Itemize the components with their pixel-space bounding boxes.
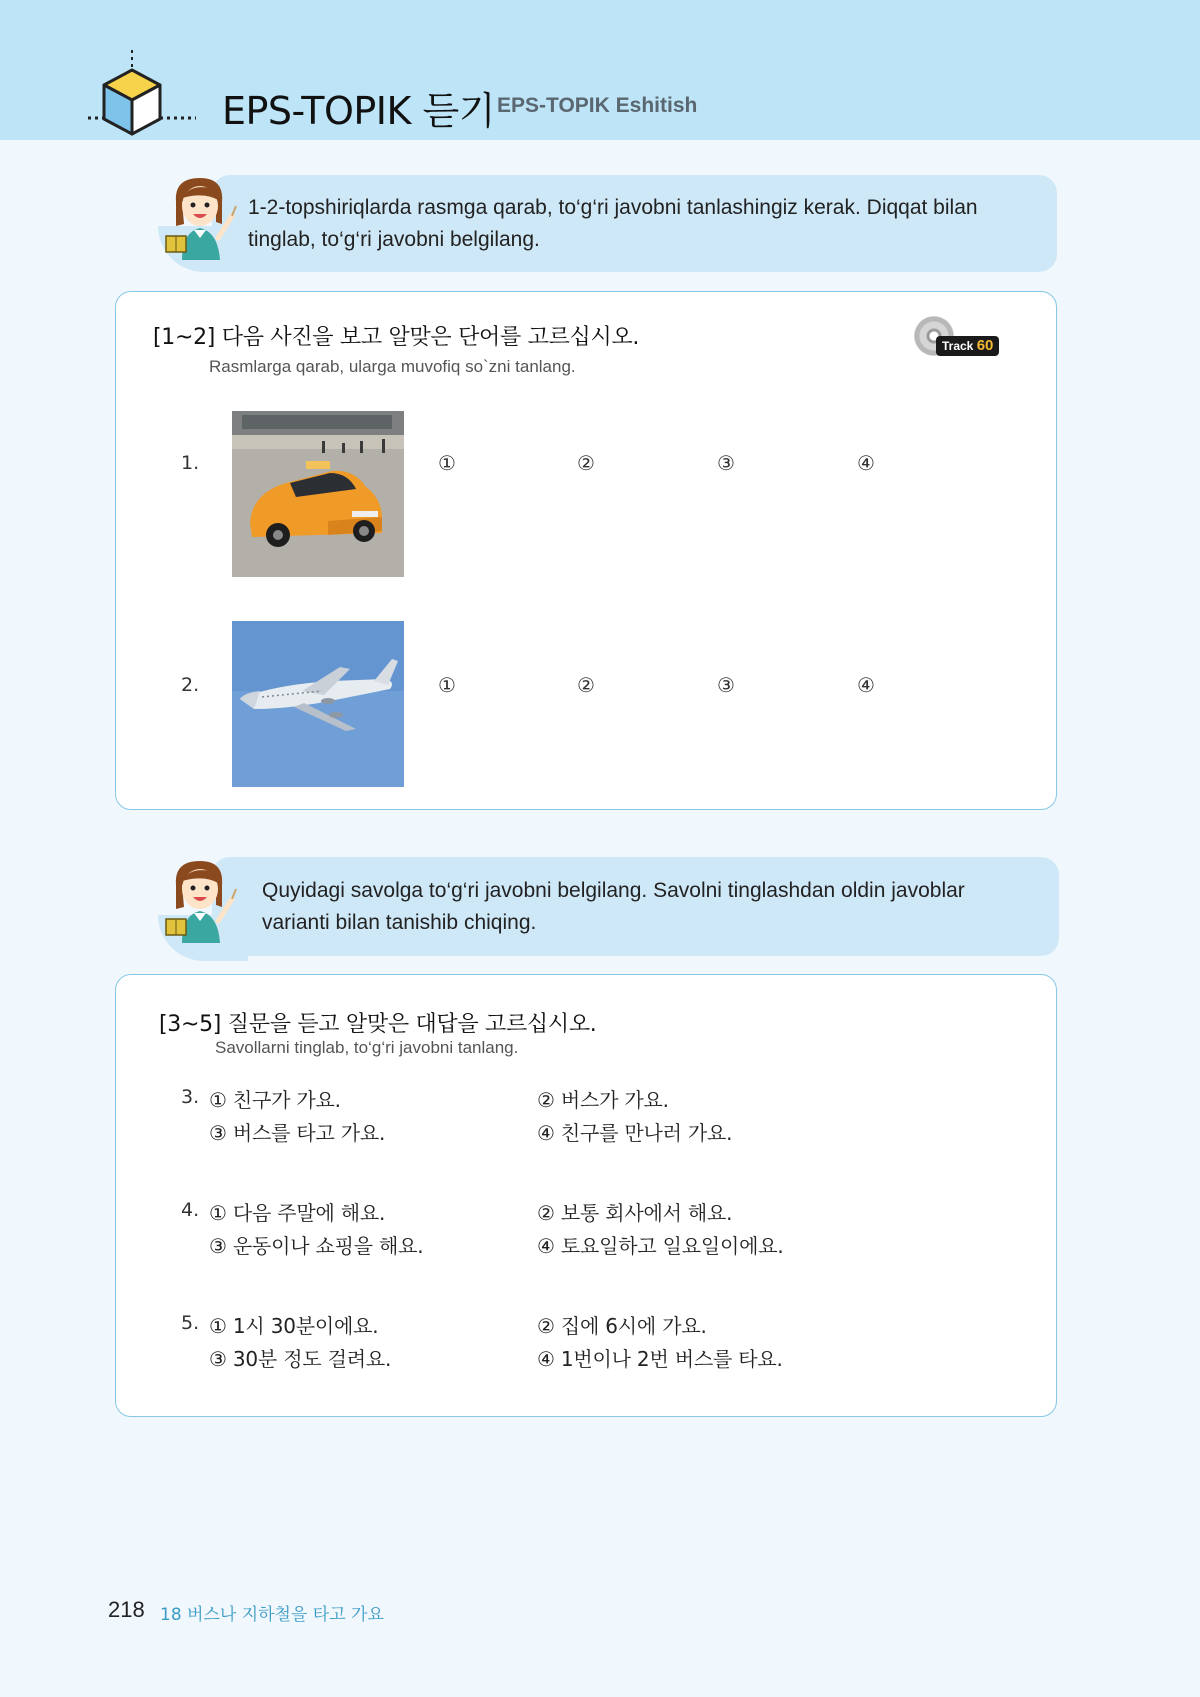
option-4-2[interactable]: ② 보통 회사에서 해요. <box>537 1201 733 1225</box>
track-text: Track <box>942 339 974 353</box>
page-title: EPS-TOPIK 듣기 <box>222 89 495 133</box>
option-4-1[interactable]: ① 다음 주말에 해요. <box>209 1201 386 1225</box>
instruction-bubble-2 <box>212 857 1059 956</box>
question-translation-3-5: Savollarni tinglab, to‘g‘ri javobni tanlang. <box>215 1038 519 1057</box>
item-number-1: 1. <box>181 452 200 474</box>
option-3-4[interactable]: ④ 친구를 만나러 가요. <box>537 1121 733 1145</box>
item-number-4: 4. <box>181 1199 200 1221</box>
item-number-3: 3. <box>181 1086 200 1108</box>
option-5-2[interactable]: ② 집에 6시에 가요. <box>537 1314 707 1338</box>
choice-1-3[interactable]: ③ <box>717 451 735 475</box>
choice-2-1[interactable]: ① <box>438 673 456 697</box>
teacher-mascot-icon <box>160 855 242 947</box>
choice-2-2[interactable]: ② <box>577 673 595 697</box>
option-4-3[interactable]: ③ 운동이나 쇼핑을 해요. <box>209 1234 424 1258</box>
choice-1-1[interactable]: ① <box>438 451 456 475</box>
airplane-photo <box>232 621 404 787</box>
teacher-mascot-icon <box>160 172 242 264</box>
track-number: 60 <box>976 337 994 354</box>
option-5-1[interactable]: ① 1시 30분이에요. <box>209 1314 379 1338</box>
item-number-2: 2. <box>181 674 200 696</box>
page-number: 218 <box>108 1597 145 1622</box>
option-5-3[interactable]: ③ 30분 정도 걸려요. <box>209 1347 392 1371</box>
page-subtitle: EPS-TOPIK Eshitish <box>497 94 698 117</box>
choice-2-3[interactable]: ③ <box>717 673 735 697</box>
instruction-text-2: Quyidagi savolga to‘g‘ri javobni belgilang. Savolni tinglashdan oldin javoblar varianti bilan tanishib chiqing. <box>262 879 965 934</box>
option-4-4[interactable]: ④ 토요일하고 일요일이에요. <box>537 1234 784 1258</box>
item-number-5: 5. <box>181 1312 200 1334</box>
option-3-3[interactable]: ③ 버스를 타고 가요. <box>209 1121 386 1145</box>
instruction-bubble-1 <box>212 175 1057 272</box>
option-3-2[interactable]: ② 버스가 가요. <box>537 1088 669 1112</box>
choice-2-4[interactable]: ④ <box>857 673 875 697</box>
choice-1-4[interactable]: ④ <box>857 451 875 475</box>
track-label <box>936 336 999 356</box>
question-heading-3-5: [3~5] 질문을 듣고 알맞은 대답을 고르십시오. <box>159 1012 597 1037</box>
instruction-text-1: 1-2-topshiriqlarda rasmga qarab, to‘g‘ri javobni tanlashingiz kerak. Diqqat bilan tinglab, to‘g‘ri javobni belgilang. <box>248 196 978 251</box>
chapter-title: 18 버스나 지하철을 타고 가요 <box>160 1605 384 1625</box>
choice-1-2[interactable]: ② <box>577 451 595 475</box>
question-heading-1-2: [1~2] 다음 사진을 보고 알맞은 단어를 고르십시오. <box>153 325 640 350</box>
audio-track-badge[interactable] <box>914 316 1004 360</box>
option-3-1[interactable]: ① 친구가 가요. <box>209 1088 341 1112</box>
orange-taxi-photo <box>232 411 404 577</box>
question-translation-1-2: Rasmlarga qarab, ularga muvofiq so`zni tanlang. <box>209 357 576 376</box>
option-5-4[interactable]: ④ 1번이나 2번 버스를 타요. <box>537 1347 783 1371</box>
cube-logo-icon <box>84 48 204 143</box>
